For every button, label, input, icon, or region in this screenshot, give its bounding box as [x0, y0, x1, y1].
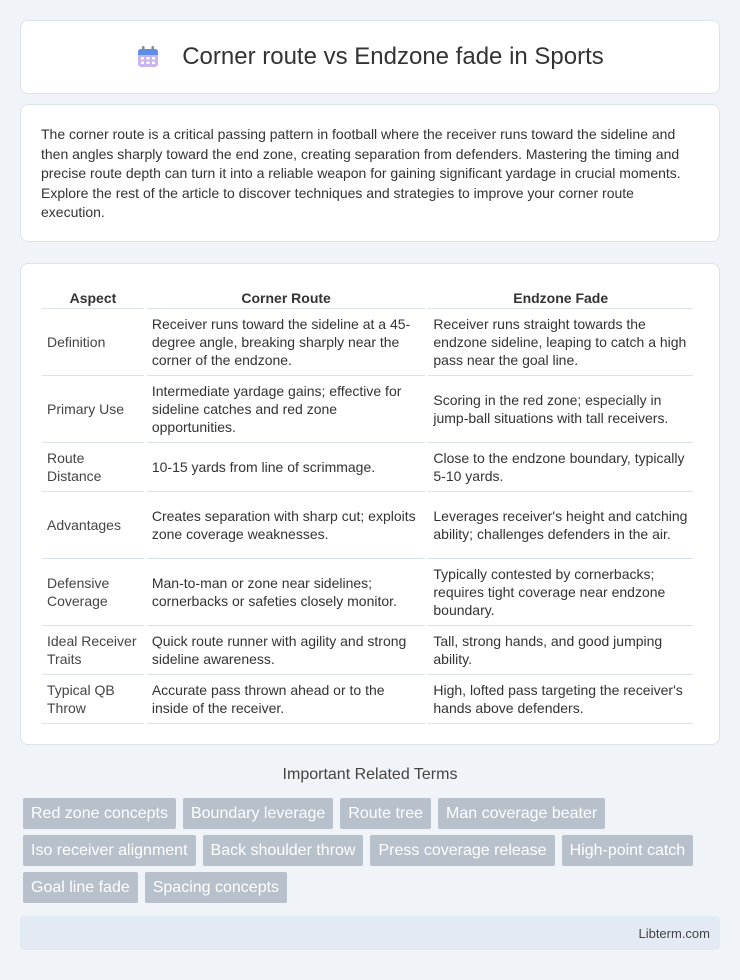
row-aspect: Definition — [42, 309, 144, 376]
row-corner-route: Creates separation with sharp cut; exploits zone coverage weaknesses. — [147, 492, 426, 559]
table-row — [42, 443, 693, 492]
row-endzone-fade: Tall, strong hands, and good jumping ability. — [428, 626, 693, 675]
row-aspect: Defensive Coverage — [42, 559, 144, 626]
table-row — [42, 309, 693, 376]
row-corner-route: Accurate pass thrown ahead or to the inside of the receiver. — [147, 675, 426, 724]
comparison-table — [39, 284, 696, 724]
related-terms-heading: Important Related Terms — [282, 766, 458, 783]
comparison-card — [20, 263, 720, 745]
footer — [20, 916, 720, 950]
table-row — [42, 559, 693, 626]
related-terms-list — [23, 798, 723, 909]
header-corner-route: Corner Route — [147, 284, 426, 309]
footer-site-link[interactable]: Libterm.com — [638, 926, 710, 941]
row-endzone-fade: Leverages receiver's height and catching ability; challenges defenders in the air. — [428, 492, 693, 559]
header-endzone-fade: Endzone Fade — [428, 284, 693, 309]
table-row — [42, 376, 693, 443]
row-aspect: Route Distance — [42, 443, 144, 492]
intro-text: The corner route is a critical passing pattern in football where the receiver runs toward the sideline and then angles sharply toward the end zone, creating separation from defenders. Mastering the timing and precise route depth can turn it into a reliable weapon for gaining significant yardage in crucial moments. Explore the rest of the article to discover techniques and strategies to improve your corner route execution. — [41, 126, 681, 220]
row-endzone-fade: Scoring in the red zone; especially in jump-ball situations with tall receivers. — [428, 376, 693, 443]
header-aspect: Aspect — [42, 284, 144, 309]
tag-back-shoulder-throw[interactable]: Back shoulder throw — [203, 835, 364, 866]
tag-boundary-leverage[interactable]: Boundary leverage — [183, 798, 333, 829]
row-aspect: Primary Use — [42, 376, 144, 443]
table-row — [42, 626, 693, 675]
row-corner-route: Receiver runs toward the sideline at a 45-degree angle, breaking sharply near the corner of the endzone. — [147, 309, 426, 376]
intro-card — [20, 104, 720, 242]
header-card — [20, 20, 720, 94]
tag-iso-receiver-alignment[interactable]: Iso receiver alignment — [23, 835, 196, 866]
tag-high-point-catch[interactable]: High-point catch — [562, 835, 694, 866]
row-corner-route: Quick route runner with agility and strong sideline awareness. — [147, 626, 426, 675]
calendar-icon — [136, 45, 160, 69]
tag-goal-line-fade[interactable]: Goal line fade — [23, 872, 138, 903]
row-endzone-fade: Receiver runs straight towards the endzone sideline, leaping to catch a high pass near the goal line. — [428, 309, 693, 376]
page-title: Corner route vs Endzone fade in Sports — [182, 43, 604, 70]
table-row — [42, 492, 693, 559]
table-header-row — [42, 284, 693, 309]
row-endzone-fade: High, lofted pass targeting the receiver's hands above defenders. — [428, 675, 693, 724]
tag-spacing-concepts[interactable]: Spacing concepts — [145, 872, 287, 903]
row-aspect: Typical QB Throw — [42, 675, 144, 724]
row-endzone-fade: Close to the endzone boundary, typically 5-10 yards. — [428, 443, 693, 492]
tag-press-coverage-release[interactable]: Press coverage release — [370, 835, 554, 866]
row-corner-route: Intermediate yardage gains; effective for sideline catches and red zone opportunities. — [147, 376, 426, 443]
row-aspect: Ideal Receiver Traits — [42, 626, 144, 675]
table-row — [42, 675, 693, 724]
row-corner-route: 10-15 yards from line of scrimmage. — [147, 443, 426, 492]
row-corner-route: Man-to-man or zone near sidelines; cornerbacks or safeties closely monitor. — [147, 559, 426, 626]
tag-red-zone-concepts[interactable]: Red zone concepts — [23, 798, 176, 829]
row-endzone-fade: Typically contested by cornerbacks; requires tight coverage near endzone boundary. — [428, 559, 693, 626]
row-aspect: Advantages — [42, 492, 144, 559]
tag-route-tree[interactable]: Route tree — [340, 798, 431, 829]
tag-man-coverage-beater[interactable]: Man coverage beater — [438, 798, 605, 829]
